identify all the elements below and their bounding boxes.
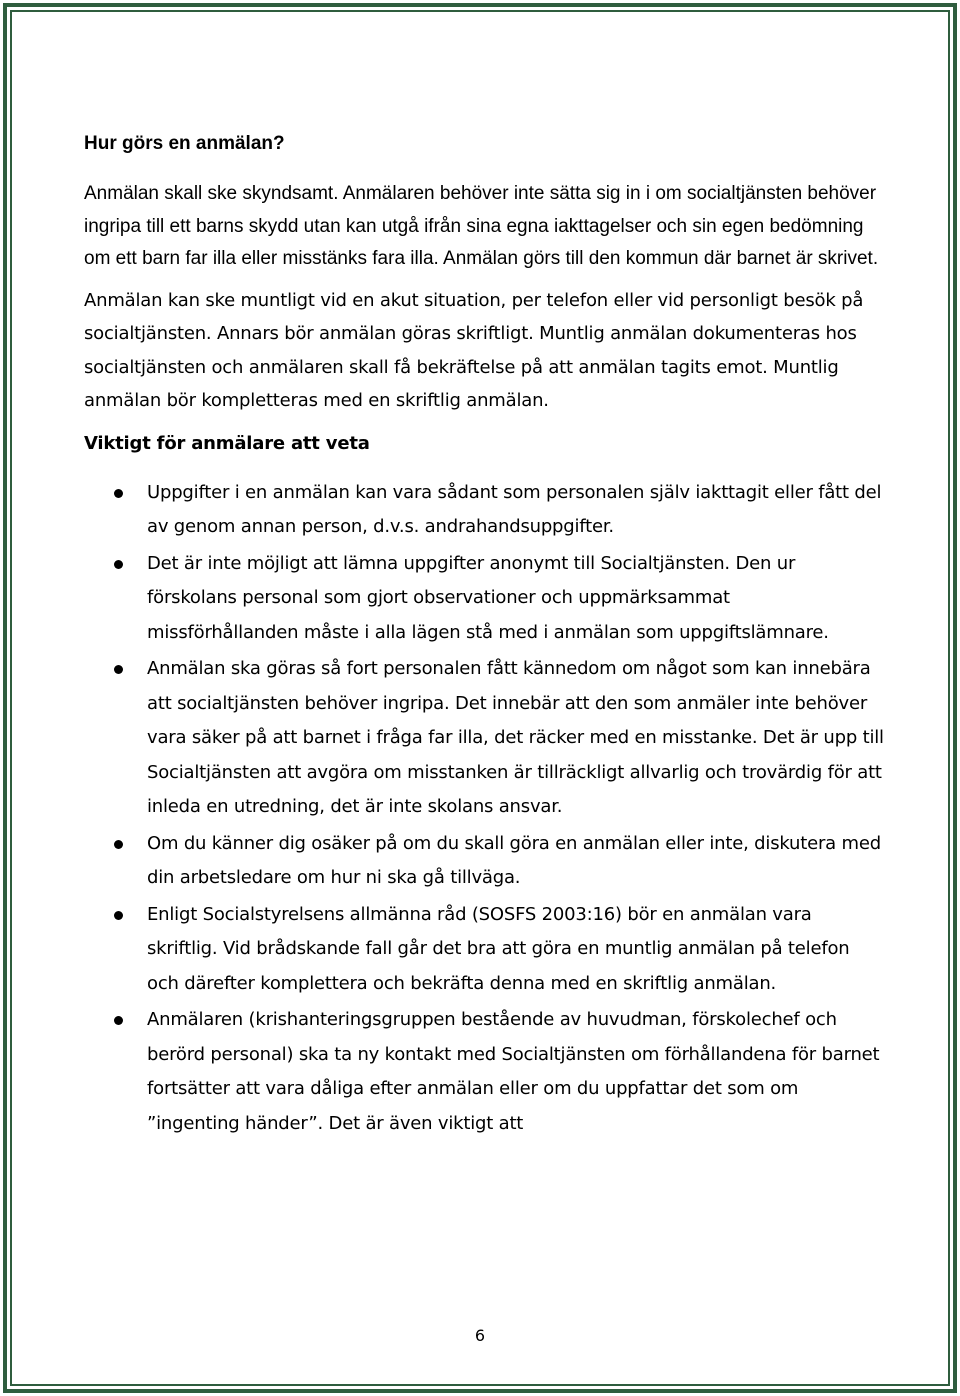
list-item-text: Om du känner dig osäker på om du skall göra en anmälan eller inte, diskutera med din arbetsledare om hur ni ska gå tillväga. (147, 832, 881, 888)
list-item (84, 1003, 884, 1141)
bullet-icon (114, 560, 123, 569)
bullet-icon (114, 840, 123, 849)
page-number: 6 (474, 1326, 486, 1345)
list-item-text: Det är inte möjligt att lämna uppgifter anonymt till Socialtjänsten. Den ur förskolans personal som gjort observationer och uppmärksammat missförhållanden måste i alla lägen stå med i anmälan som uppgiftslämnare. (147, 552, 829, 643)
bullet-list (84, 476, 884, 1142)
bullet-icon (114, 1016, 123, 1025)
paragraph-oral-report: Anmälan kan ske muntligt vid en akut situation, per telefon eller vid personligt besök på socialtjänsten. Annars bör anmälan göras skriftligt. Muntlig anmälan dokumenteras hos socialtjänsten och anmälaren skall få bekräftelse på att anmälan tagits emot. Muntlig anmälan bör kompletteras med en skriftlig anmälan. (84, 289, 864, 411)
bullet-icon (114, 665, 123, 674)
section-heading-how-to-report: Hur görs en anmälan? (84, 133, 285, 154)
paragraph-report-urgently: Anmälan skall ske skyndsamt. Anmälaren behöver inte sätta sig in i om socialtjänsten behöver ingripa till ett barns skydd utan kan utgå ifrån sina egna iakttagelser och sin egen bedömning om ett barn far illa eller misstänks fara illa. Anmälan görs till den kommun där barnet är skrivet. (84, 183, 879, 269)
list-item (84, 652, 884, 825)
list-item (84, 827, 884, 896)
list-item (84, 476, 884, 545)
bullet-icon (114, 489, 123, 498)
section-heading-important-to-know: Viktigt för anmälare att veta (84, 432, 370, 454)
list-item (84, 898, 884, 1002)
list-item (84, 547, 884, 651)
list-item-text: Uppgifter i en anmälan kan vara sådant som personalen själv iakttagit eller fått del av genom annan person, d.v.s. andrahandsuppgifter. (147, 481, 882, 537)
document-body (84, 128, 884, 1143)
list-item-text: Anmälan ska göras så fort personalen fått kännedom om något som kan innebära att socialtjänsten behöver ingripa. Det innebär att den som anmäler inte behöver vara säker på att barnet i fråga far illa, det räcker med en misstanke. Det är upp till Socialtjänsten att avgöra om misstanken är tillräckligt allvarlig och trovärdig för att inleda en utredning, det är inte skolans ansvar. (147, 658, 884, 817)
list-item-text: Enligt Socialstyrelsens allmänna råd (SOSFS 2003:16) bör en anmälan vara skriftlig. Vid brådskande fall går det bra att göra en muntlig anmälan på telefon och därefter komplettera och bekräfta denna med en skriftlig anmälan. (147, 903, 850, 994)
list-item-text: Anmälaren (krishanteringsgruppen bestående av huvudman, förskolechef och berörd personal) ska ta ny kontakt med Socialtjänsten om förhållandena för barnet fortsätter att vara dåliga efter anmälan eller om du uppfattar det som om ”ingenting händer”. Det är även viktigt att (147, 1009, 880, 1134)
bullet-icon (114, 911, 123, 920)
